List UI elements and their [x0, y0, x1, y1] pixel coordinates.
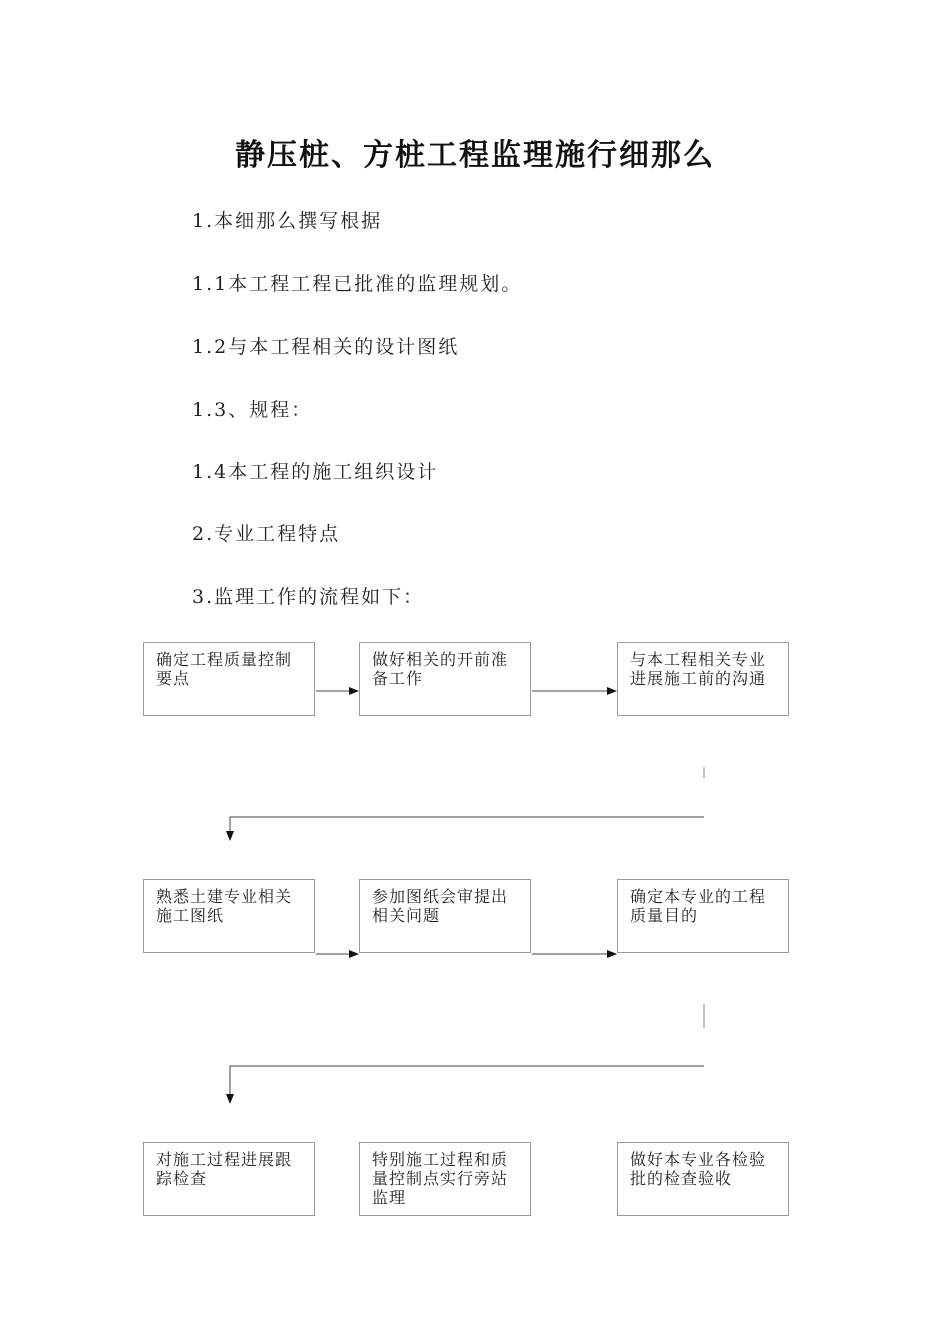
paragraph-1-2: 1.2与本工程相关的设计图纸 [192, 336, 460, 358]
paragraph-1-1: 1.1本工程工程已批准的监理规划。 [192, 273, 523, 295]
paragraph-3: 3.监理工作的流程如下： [192, 586, 425, 608]
flow-box-r2-1: 熟悉土建专业相关施工图纸 [143, 879, 315, 953]
paragraph-1-3: 1.3、规程： [192, 399, 313, 421]
flow-box-r1-2: 做好相关的开前准备工作 [359, 642, 531, 716]
flow-box-r3-3: 做好本专业各检验批的检查验收 [617, 1142, 789, 1216]
paragraph-1-4: 1.4本工程的施工组织设计 [192, 461, 439, 483]
flow-box-r3-2: 特别施工过程和质量控制点实行旁站监理 [359, 1142, 531, 1216]
flow-box-r1-3: 与本工程相关专业进展施工前的沟通 [617, 642, 789, 716]
flow-box-r1-1: 确定工程质量控制要点 [143, 642, 315, 716]
connector-r1-r2 [230, 817, 704, 840]
flow-box-r3-1: 对施工过程进展跟踪检查 [143, 1142, 315, 1216]
flow-box-r2-2: 参加图纸会审提出相关问题 [359, 879, 531, 953]
flow-box-r2-3: 确定本专业的工程质量目的 [617, 879, 789, 953]
paragraph-2: 2.专业工程特点 [192, 523, 341, 545]
paragraph-basis: 1.本细那么撰写根据 [192, 210, 383, 232]
connector-r2-r3 [230, 1066, 704, 1103]
document-title: 静压桩、方桩工程监理施行细那么 [235, 138, 715, 173]
